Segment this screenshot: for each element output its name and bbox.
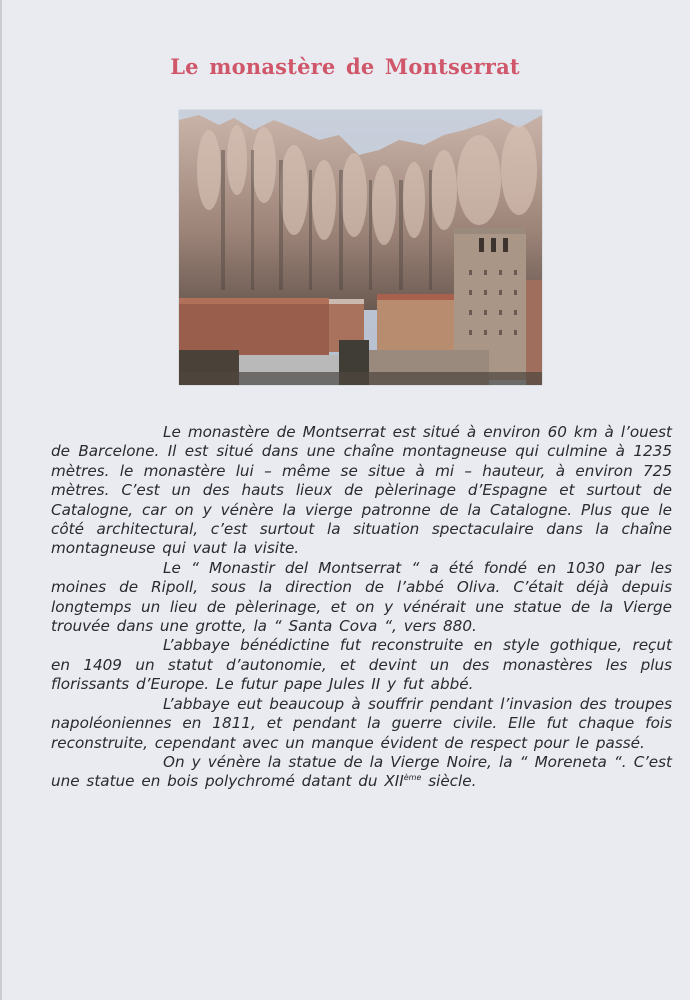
- monastery-photo: [179, 110, 542, 385]
- paragraph-moreneta: [51, 753, 672, 792]
- moreneta-text: On y vénère la statue de la Vierge Noire, la “ Moreneta “. C’est une statue en bois polychromé datant du XII: [51, 752, 672, 791]
- scan-edge: [0, 0, 2, 1000]
- page-title: Le monastère de Montserrat: [170, 54, 520, 80]
- moreneta-text-end: siècle.: [421, 772, 477, 791]
- paragraph-gothic: L’abbaye bénédictine fut reconstruite en style gothique, reçut en 1409 un statut d’autonomie, et devint un des monastères les plus florissants d’Europe. Le futur pape Jules II y fut abbé.: [51, 636, 672, 694]
- paragraph-invasion: L’abbaye eut beaucoup à souffrir pendant l’invasion des troupes napoléoniennes en 1811, et pendant la guerre civile. Elle fut chaque fois reconstruite, cependant avec un manque évident de respect pour le passé.: [51, 694, 672, 752]
- century-superscript: ème: [403, 773, 422, 783]
- paragraph-location: Le monastère de Montserrat est situé à environ 60 km à l’ouest de Barcelone. Il est situé dans une chaîne montagneuse qui culmine à 1235 mètres. le monastère lui – même se situe à mi – hauteur, à environ 725 mètres. C’est un des hauts lieux de pèlerinage d’Espagne et surtout de Catalogne, car on y vénère la vierge patronne de la Catalogne. Plus que le côté architectural, c’est surtout la situation spectaculaire dans la chaîne montagneuse qui vaut la visite.: [51, 423, 672, 558]
- article-body: [51, 423, 672, 792]
- photo-monastery-icon: [179, 110, 542, 385]
- paragraph-foundation: Le “ Monastir del Montserrat “ a été fondé en 1030 par les moines de Ripoll, sous la direction de l’abbé Oliva. C’était déjà depuis longtemps un lieu de pèlerinage, et on y vénérait une statue de la Vierge trouvée dans une grotte, la “ Santa Cova “, vers 880.: [51, 558, 672, 636]
